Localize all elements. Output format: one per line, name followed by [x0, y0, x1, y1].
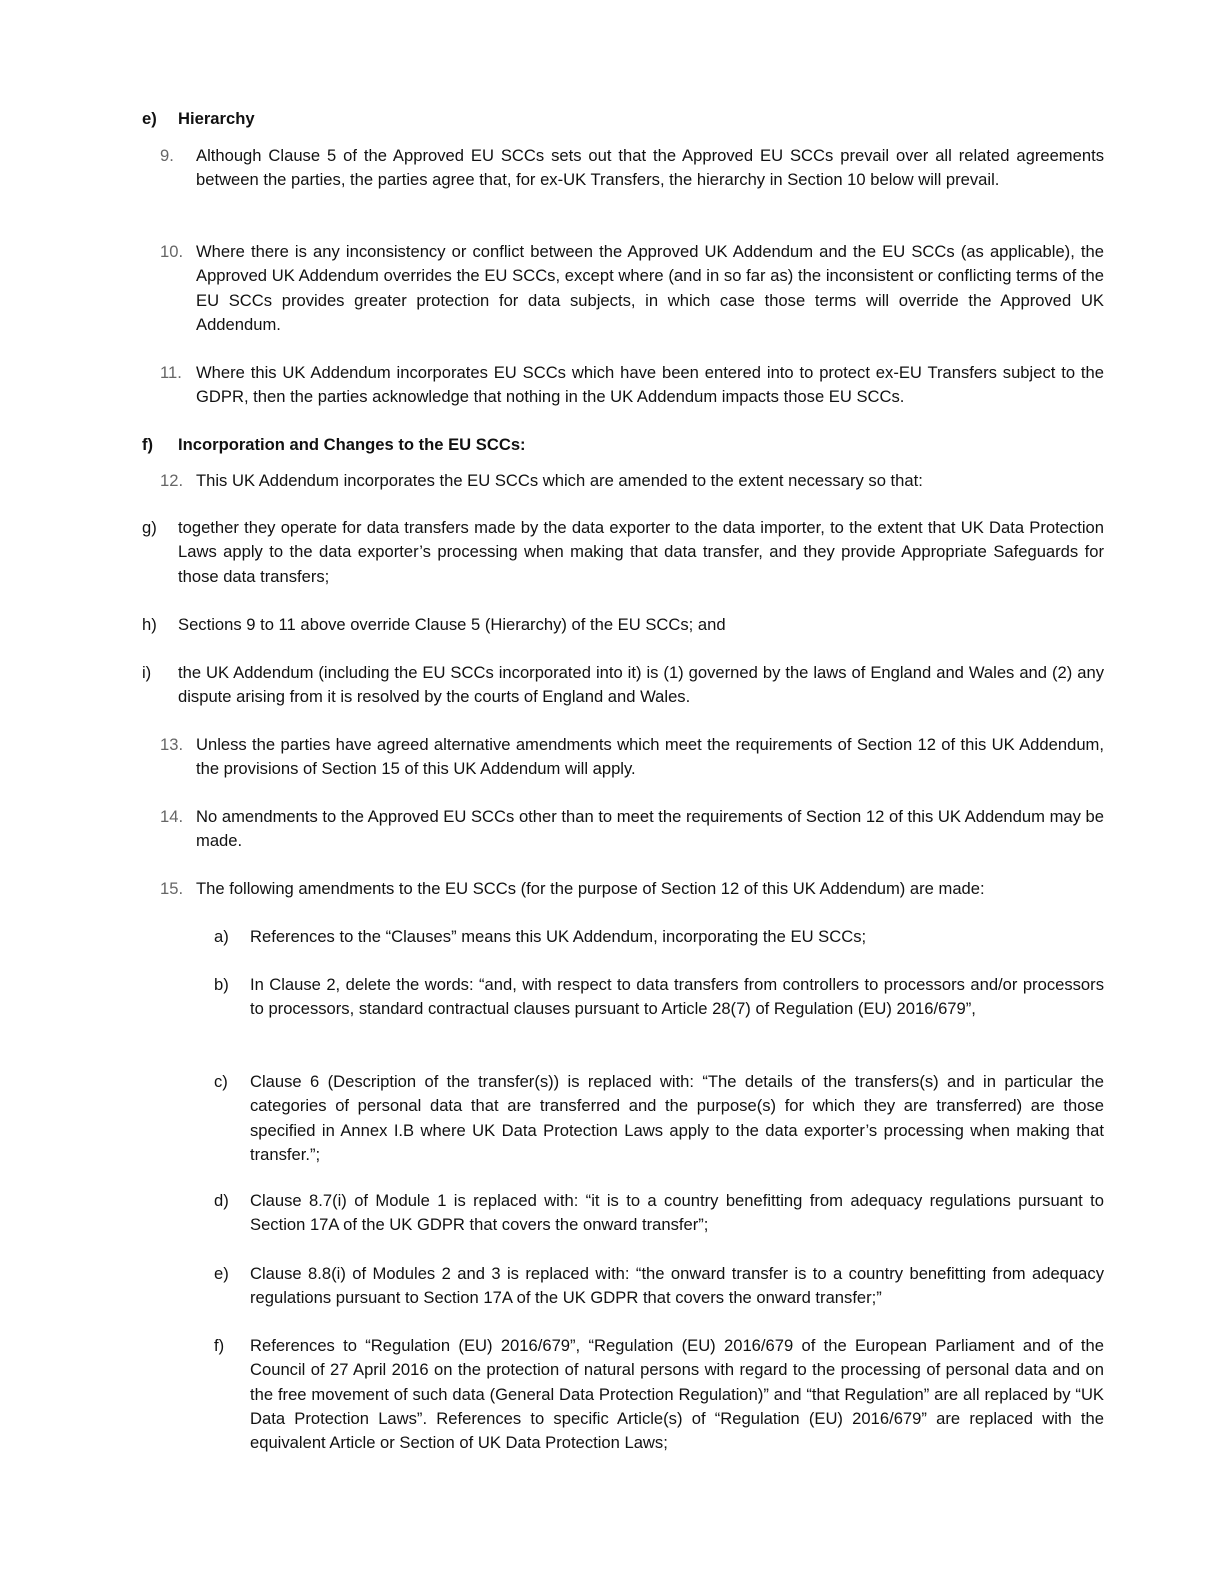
amendment-marker: b)	[214, 975, 229, 994]
amendment-marker: c)	[214, 1072, 228, 1091]
clause-text: Unless the parties have agreed alternative amendments which meet the requirements of Section 12 of this UK Addendum, the provisions of Section 15 of this UK Addendum will apply.	[196, 735, 1104, 779]
clause-text: This UK Addendum incorporates the EU SCCs which are amended to the extent necessary so that:	[196, 471, 923, 490]
section-title: Incorporation and Changes to the EU SCCs:	[178, 435, 526, 454]
clause-number: 12.	[160, 471, 184, 490]
section-title: Hierarchy	[178, 109, 255, 128]
item-text: Sections 9 to 11 above override Clause 5 (Hierarchy) of the EU SCCs; and	[178, 615, 726, 634]
clause-number: 9.	[160, 146, 174, 165]
item-marker: h)	[142, 615, 157, 634]
amendment-marker: a)	[214, 927, 229, 946]
amendment-text: Clause 6 (Description of the transfer(s)) is replaced with: “The details of the transfers(s) and in particular the categories of personal data that are transferred and the purpose(s) for which they are transferred) are those specified in Annex I.B where UK Data Protection Laws apply to the data exporter’s processing when making that transfer.”;	[250, 1072, 1104, 1164]
clause-number: 13.	[160, 735, 184, 754]
amendment-marker: d)	[214, 1191, 229, 1210]
amendment-text: In Clause 2, delete the words: “and, with respect to data transfers from controllers to processors and/or processors to processors, standard contractual clauses pursuant to Article 28(7) of Regulation (EU) 2016/679”,	[250, 975, 1104, 1019]
item-text: the UK Addendum (including the EU SCCs incorporated into it) is (1) governed by the laws of England and Wales and (2) any dispute arising from it is resolved by the courts of England and Wales.	[178, 663, 1104, 707]
item-marker: g)	[142, 518, 157, 537]
section-marker: e)	[142, 109, 157, 128]
section-marker: f)	[142, 435, 154, 454]
item-text: together they operate for data transfers made by the data exporter to the data importer, to the extent that UK Data Protection Laws apply to the data exporter’s processing when making that data transfer, and they provide Appropriate Safeguards for those data transfers;	[178, 518, 1104, 586]
amendment-text: References to “Regulation (EU) 2016/679”, “Regulation (EU) 2016/679 of the European Parliament and of the Council of 27 April 2016 on the protection of natural persons with regard to the processing of personal data and on the free movement of such data (General Data Protection Regulation)” and “that Regulation” are all replaced by “UK Data Protection Laws”. References to specific Article(s) of “Regulation (EU) 2016/679” are replaced with the equivalent Article or Section of UK Data Protection Laws;	[250, 1336, 1104, 1453]
clause-text: Where this UK Addendum incorporates EU SCCs which have been entered into to protect ex-EU Transfers subject to the GDPR, then the parties acknowledge that nothing in the UK Addendum impacts those EU SCCs.	[196, 363, 1104, 407]
amendment-marker: f)	[214, 1336, 225, 1355]
clause-text: Although Clause 5 of the Approved EU SCCs sets out that the Approved EU SCCs prevail over all related agreements between the parties, the parties agree that, for ex-UK Transfers, the hierarchy in Section 10 below will prevail.	[196, 146, 1104, 190]
clause-number: 10.	[160, 242, 184, 261]
amendment-text: Clause 8.7(i) of Module 1 is replaced with: “it is to a country benefitting from adequacy regulations pursuant to Section 17A of the UK GDPR that covers the onward transfer”;	[250, 1191, 1104, 1235]
clause-text: Where there is any inconsistency or conflict between the Approved UK Addendum and the EU SCCs (as applicable), the Approved UK Addendum overrides the EU SCCs, except where (and in so far as) the inconsistent or conflicting terms of the EU SCCs provides greater protection for data subjects, in which case those terms will override the Approved UK Addendum.	[196, 242, 1104, 334]
amendment-text: Clause 8.8(i) of Modules 2 and 3 is replaced with: “the onward transfer is to a country benefitting from adequacy regulations pursuant to Section 17A of the UK GDPR that covers the onward transfer;”	[250, 1264, 1104, 1308]
amendment-text: References to the “Clauses” means this UK Addendum, incorporating the EU SCCs;	[250, 927, 867, 946]
clause-number: 15.	[160, 879, 184, 898]
item-marker: i)	[142, 663, 152, 682]
clause-number: 14.	[160, 807, 184, 826]
clause-text: No amendments to the Approved EU SCCs other than to meet the requirements of Section 12 of this UK Addendum may be made.	[196, 807, 1104, 851]
amendment-marker: e)	[214, 1264, 229, 1283]
clause-text: The following amendments to the EU SCCs (for the purpose of Section 12 of this UK Addendum) are made:	[196, 879, 985, 898]
clause-number: 11.	[160, 363, 182, 382]
